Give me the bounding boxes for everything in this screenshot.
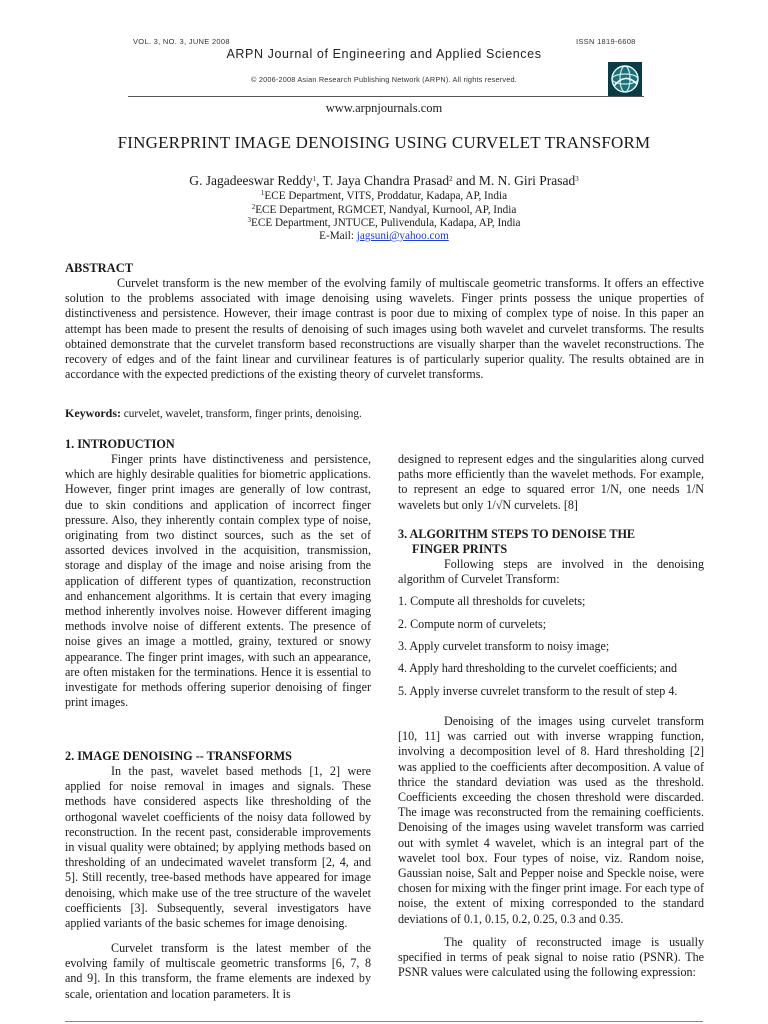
algorithm-step: 3. Apply curvelet transform to noisy image; <box>398 639 610 653</box>
section-heading-algorithm <box>398 527 635 557</box>
affiliation-text: ECE Department, VITS, Proddatur, Kadapa, AP, India <box>264 190 508 202</box>
affiliation-marker: 1 <box>260 189 265 197</box>
affiliation-marker: 2 <box>251 203 256 211</box>
affiliation-marker: 3 <box>575 175 579 183</box>
section-heading-introduction: 1. INTRODUCTION <box>65 437 175 451</box>
author-separator: , <box>316 173 323 188</box>
keywords-label: Keywords: <box>65 406 121 420</box>
algorithm-step: 1. Compute all thresholds for cuvelets; <box>398 594 586 608</box>
algorithm-intro: Following steps are involved in the denoising algorithm of Curvelet Transform: <box>398 557 704 587</box>
algorithm-heading-line-1: 3. ALGORITHM STEPS TO DENOISE THE <box>398 527 636 541</box>
affiliation-line <box>0 189 768 203</box>
email-label: E-Mail: <box>319 230 357 242</box>
transforms-paragraph-2: Curvelet transform is the latest member of the evolving family of multiscale geometric transforms [6, 7, 8 and 9]. In this transform, the frame elements are indexed by scale, orientation and location parameters. It is <box>65 941 371 1001</box>
email-link[interactable]: jagsuni@yahoo.com <box>356 230 449 242</box>
abstract-text: Curvelet transform is the new member of the evolving family of multiscale geometric transforms. It offers an effective solution to the problems associated with image denoising using wavelets. Finger prints possess the unique properties of distinctiveness and persistence. However, their image contrast is poor due to mixing of complex type of noise. In this paper an attempt has been made to present the results of denoising of such images using both wavelet and curvelet transforms. The results obtained demonstrate that the curvelet transform based reconstructions are visually sharper than the wavelet reconstructions. The recovery of edges and of the faint linear and curvilinear features is of particularly superior quality. The results obtained are in accordance with the expected predictions of the existing theory of curvelet transforms. <box>65 276 704 382</box>
header-volume: VOL. 3, NO. 3, JUNE 2008 <box>133 37 230 46</box>
journal-name: ARPN Journal of Engineering and Applied Sciences <box>226 47 542 61</box>
abstract-heading: ABSTRACT <box>65 261 134 275</box>
transforms-paragraph-1: In the past, wavelet based methods [1, 2] were applied for noise removal in images and signals. These methods have considered aspects like thresholding of the orthogonal wavelet coefficients of the noisy data followed by reconstruction. In the recent past, considerable improvements in visual quality were obtained; by applying methods based on thresholding of an undecimated wavelet transform [2, 4, and 5]. Still recently, tree-based methods have appeared for image denoising, which make use of the tree structure of the wavelet coefficients [3]. Subsequently, several investigators have applied variants of the basic schemes for image denoising. <box>65 764 371 931</box>
section-heading-transforms: 2. IMAGE DENOISING -- TRANSFORMS <box>65 749 292 763</box>
denoising-method-paragraph: Denoising of the images using curvelet transform [10, 11] was carried out with inverse wrapping function, involving a decomposition level of 8. Hard thresholding [2] was applied to the coefficients after decomposition. A value of thrice the standard deviation was used as the threshold. Coefficients exceeding the chosen threshold were discarded. The image was reconstructed from the remaining coefficients. Denoising of the images using wavelet transform was carried out with symlet 4 wavelet, which is an integral part of the wavelet tool box. Four types of noise, viz. Random noise, Gaussian noise, Salt and Pepper noise and Speckle noise, were chosen for mixing with the finger print image. For each type of noise, the extent of mixing corresponded to the standard deviations of 0.1, 0.15, 0.2, 0.25, 0.3 and 0.35. <box>398 714 704 926</box>
journal-website: www.arpnjournals.com <box>325 101 443 115</box>
column-continuation-paragraph: designed to represent edges and the singularities along curved paths more efficiently than the wavelet methods. For example, to represent an edge to squared error 1/N, one needs 1/N wavelets but only 1/√N curvelets. [8] <box>398 452 704 512</box>
arpn-globe-logo-icon <box>608 62 642 96</box>
keywords-text: curvelet, wavelet, transform, finger prints, denoising. <box>121 408 362 420</box>
affiliation-line <box>0 203 768 217</box>
affiliation-marker: 3 <box>247 216 252 224</box>
author-separator: and <box>452 173 479 188</box>
email-line <box>0 229 768 243</box>
header-rule <box>128 96 644 97</box>
paper-title: FINGERPRINT IMAGE DENOISING USING CURVELET TRANSFORM <box>117 133 651 152</box>
algorithm-step: 4. Apply hard thresholding to the curvelet coefficients; and <box>398 661 677 675</box>
author-line <box>0 173 768 189</box>
affiliation-marker: 2 <box>449 175 453 183</box>
author-name: M. N. Giri Prasad <box>478 173 576 188</box>
affiliation-line <box>0 216 768 230</box>
algorithm-step: 5. Apply inverse cuvrelet transform to the result of step 4. <box>398 684 678 698</box>
algorithm-heading-line-2: FINGER PRINTS <box>412 542 508 556</box>
copyright-notice: © 2006-2008 Asian Research Publishing Network (ARPN). All rights reserved. <box>251 75 517 84</box>
psnr-paragraph: The quality of reconstructed image is usually specified in terms of peak signal to noise ratio (PSNR). The PSNR values were calculated using the following expression: <box>398 935 704 980</box>
affiliation-text: ECE Department, RGMCET, Nandyal, Kurnool, AP, India <box>255 204 517 216</box>
affiliation-marker: 1 <box>312 175 317 183</box>
header-issn: ISSN 1819-6608 <box>576 37 636 46</box>
author-name: T. Jaya Chandra Prasad <box>322 173 450 188</box>
introduction-paragraph: Finger prints have distinctiveness and persistence, which are highly desirable qualities for biometric applications. However, finger print images are generally of low contrast, due to skin conditions and application of incorrect finger pressure. Also, they inherently contain complex type of noise, originating from two distinct sources, such as the set of assorted devices involved in the acquisition, transmission, storage and display of the image and noise arising from the application of different types of quantization, reconstruction and enhancement algorithms. It is certain that every imaging method inherently involves noise. However different imaging methods involve noise of different extents. The presence of noise gives an image a mottled, grainy, textured or snowy appearance. The finger print images, with such an appearance, are often mistaken for the terminations. Hence it is essential to investigate for methods offering superior denoising of finger print images. <box>65 452 371 710</box>
affiliation-text: ECE Department, JNTUCE, Pulivendula, Kadapa, AP, India <box>251 217 521 229</box>
footer-rule <box>65 1021 703 1022</box>
author-name: G. Jagadeeswar Reddy <box>189 173 313 188</box>
keywords-line <box>65 406 362 421</box>
algorithm-step: 2. Compute norm of curvelets; <box>398 617 547 631</box>
